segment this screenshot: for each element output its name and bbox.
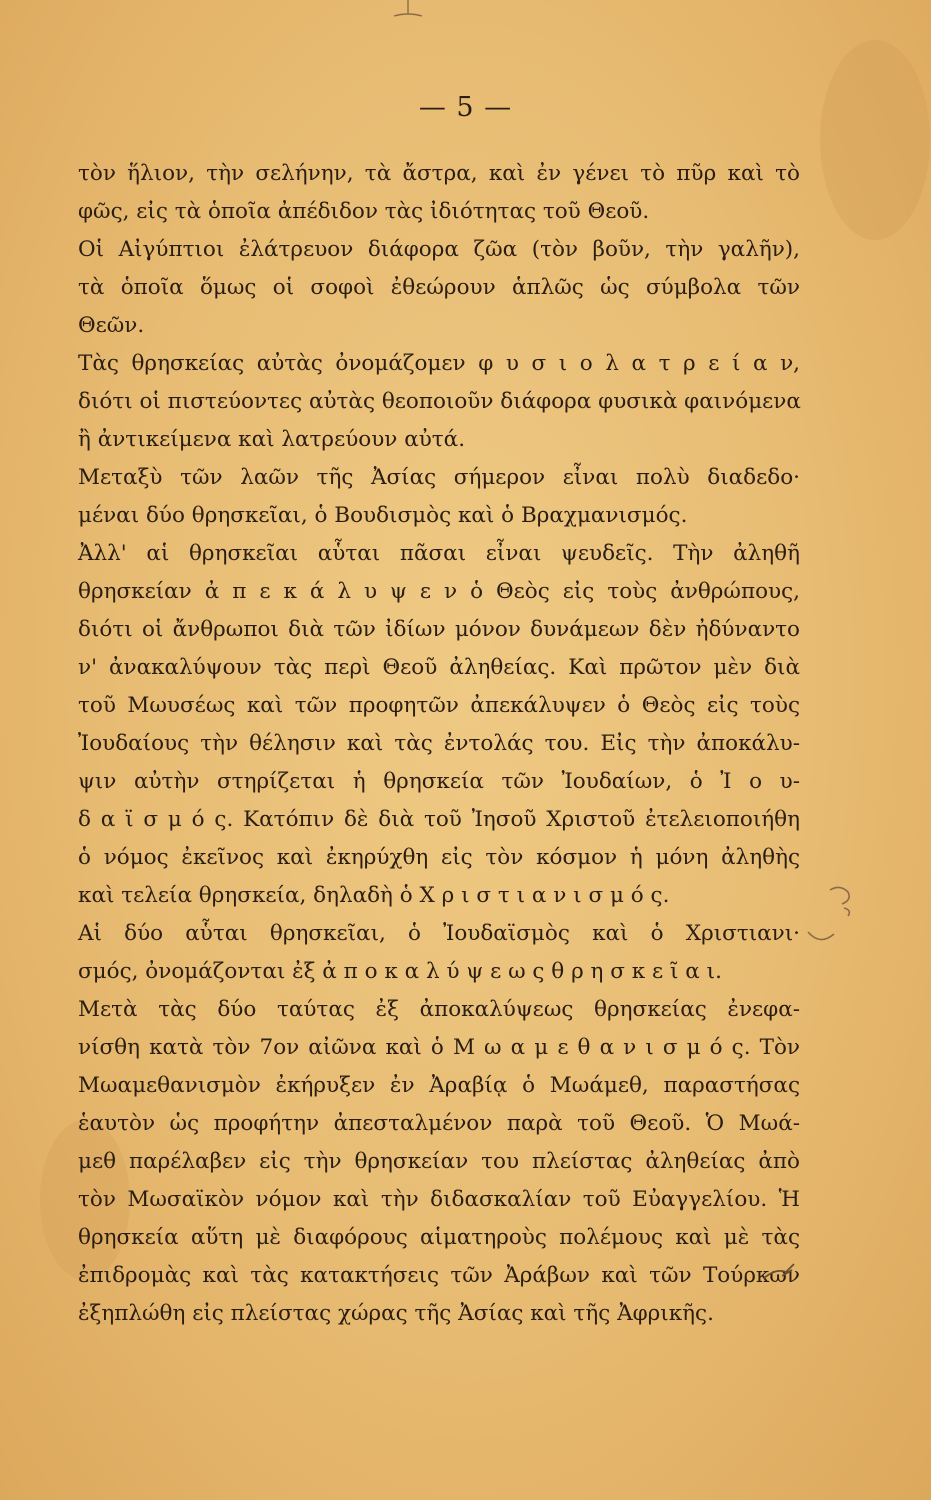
text-line: τὸν ἥλιον, τὴν σελήνην, τὰ ἄστρα, καὶ ἐν γένει τὸ πῦρ καὶ τὸ [78, 161, 800, 186]
text-line: Αἱ δύο αὗται θρησκεῖαι, ὁ Ἰουδαϊσμὸς καὶ ὁ Χριστιανι· [78, 921, 800, 946]
text-line: σμός, ὀνομάζονται ἐξ ἀ π ο κ α λ ύ ψ ε ω ς θ ρ η σ κ ε ῖ α ι. [78, 959, 722, 984]
text-line: Ἀλλ' αἱ θρησκεῖαι αὗται πᾶσαι εἶναι ψευδεῖς. Τὴν ἀληθῆ [78, 541, 800, 566]
text-line: ἐπιδρομὰς καὶ τὰς κατακτήσεις τῶν Ἀράβων καὶ τῶν Τούρκων [78, 1263, 800, 1288]
text-line: καὶ τελεία θρησκεία, δηλαδὴ ὁ Χ ρ ι σ τ ι α ν ι σ μ ό ς. [78, 883, 670, 908]
text-line: Τὰς θρησκείας αὐτὰς ὀνομάζομεν φ υ σ ι ο λ α τ ρ ε ί α ν, [78, 351, 800, 376]
text-line: ἢ ἀντικείμενα καὶ λατρεύουν αὐτά. [78, 427, 466, 452]
text-line: Οἱ Αἰγύπτιοι ἐλάτρευον διάφορα ζῶα (τὸν βοῦν, τὴν γαλῆν), [78, 237, 800, 262]
margin-pencil-mark [826, 880, 860, 920]
text-line: ἑαυτὸν ὡς προφήτην ἀπεσταλμένον παρὰ τοῦ Θεοῦ. Ὁ Μωά- [78, 1111, 800, 1136]
text-line: Μετὰ τὰς δύο ταύτας ἐξ ἀποκαλύψεως θρησκείας ἐνεφα- [78, 997, 800, 1022]
end-pencil-mark [762, 1262, 796, 1282]
margin-pencil-mark [806, 928, 836, 948]
text-line: Θεῶν. [78, 313, 145, 338]
text-line: διότι οἱ πιστεύοντες αὐτὰς θεοποιοῦν διάφορα φυσικὰ φαινόμενα [78, 389, 801, 414]
text-line: Ἰουδαίους τὴν θέλησιν καὶ τὰς ἐντολάς του. Εἰς τὴν ἀποκάλυ- [78, 731, 800, 756]
text-line: δ α ϊ σ μ ό ς. Κατόπιν δὲ διὰ τοῦ Ἰησοῦ Χριστοῦ ἐτελειοποιήθη [78, 807, 800, 832]
text-line: φῶς, εἰς τὰ ὁποῖα ἀπέδιδον τὰς ἰδιότητας τοῦ Θεοῦ. [78, 199, 650, 224]
text-line: τὸν Μωσαϊκὸν νόμον καὶ τὴν διδασκαλίαν τοῦ Εὐαγγελίου. Ἡ [78, 1187, 800, 1212]
text-line: μέναι δύο θρησκεῖαι, ὁ Βουδισμὸς καὶ ὁ Βραχμανισμός. [78, 503, 688, 528]
text-line: ἐξηπλώθη εἰς πλείστας χώρας τῆς Ἀσίας καὶ τῆς Ἀφρικῆς. [78, 1301, 714, 1326]
paper-stain [820, 40, 930, 240]
text-line: ν' ἀνακαλύψουν τὰς περὶ Θεοῦ ἀληθείας. Καὶ πρῶτον μὲν διὰ [78, 655, 800, 680]
text-line: τὰ ὁποῖα ὅμως οἱ σοφοὶ ἐθεώρουν ἁπλῶς ὡς σύμβολα τῶν [78, 275, 800, 300]
text-line: θρησκεία αὕτη μὲ διαφόρους αἱματηροὺς πολέμους καὶ μὲ τὰς [78, 1225, 800, 1250]
text-line: ὁ νόμος ἐκεῖνος καὶ ἐκηρύχθη εἰς τὸν κόσμον ἡ μόνη ἀληθὴς [78, 845, 800, 870]
text-line: θρησκείαν ἀ π ε κ ά λ υ ψ ε ν ὁ Θεὸς εἰς τοὺς ἀνθρώπους, [78, 579, 800, 604]
text-line: τοῦ Μωυσέως καὶ τῶν προφητῶν ἀπεκάλυψεν ὁ Θεὸς εἰς τοὺς [78, 693, 800, 718]
text-line: νίσθη κατὰ τὸν 7ον αἰῶνα καὶ ὁ Μ ω α μ ε θ α ν ι σ μ ό ς. Τὸν [78, 1035, 800, 1060]
text-line: διότι οἱ ἄνθρωποι διὰ τῶν ἰδίων μόνον δυνάμεων δὲν ἠδύναντο [78, 617, 800, 642]
ink-mark-top [388, 0, 428, 22]
text-line: μεθ παρέλαβεν εἰς τὴν θρησκείαν του πλείστας ἀληθείας ἀπὸ [78, 1149, 800, 1174]
text-line: Μωαμεθανισμὸν ἐκήρυξεν ἐν Ἀραβίᾳ ὁ Μωάμεθ, παραστήσας [78, 1073, 800, 1098]
text-line: Μεταξὺ τῶν λαῶν τῆς Ἀσίας σήμερον εἶναι πολὺ διαδεδο· [78, 465, 800, 490]
text-line: ψιν αὐτὴν στηρίζεται ἡ θρησκεία τῶν Ἰουδαίων, ὁ Ἰ ο υ- [78, 769, 800, 794]
page-number: — 5 — [418, 92, 513, 123]
